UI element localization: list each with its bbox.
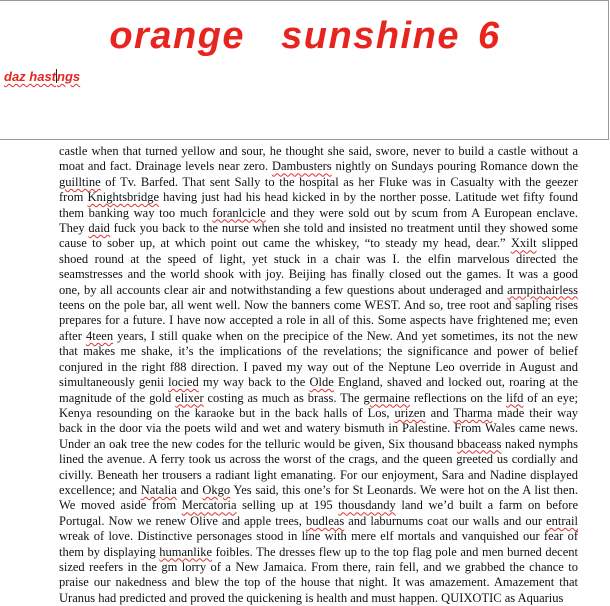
body-text-line: [59, 206, 578, 221]
text-run: England, shaved and locked out, roaring at the: [333, 375, 578, 390]
text-run: Yes said, this one’s for St Leonards. We were hot on the A list then.: [230, 482, 578, 497]
author-text-part2: ngs: [57, 69, 81, 84]
text-run: wreak of love. Distinctive personages stood in line with mere elf mortals and vanquished our fear of: [59, 529, 578, 544]
text-run: teens on the pole bar, all went well. Now the banners come WEST. And so, tree root and sapling rises: [59, 298, 578, 313]
text-run: slipped: [536, 236, 578, 251]
misspelled-word: Dambusters: [271, 159, 332, 174]
text-run: having just had his head kicked in by the norther posse. Latitude wet fifty found: [159, 190, 578, 205]
body-text-line: [59, 560, 578, 575]
body-text-line: [59, 236, 578, 251]
body-text-line: [59, 252, 578, 267]
text-run: Uranus had predicted and proved the quickening is health and must happen. QUIXOTIC as Aquarius: [59, 590, 564, 605]
text-run: excellence; and: [59, 482, 141, 497]
text-run: Portugal. Now we renew Olive and apple trees,: [59, 513, 306, 528]
text-run: of an eye;: [523, 390, 579, 405]
body-text-line: [59, 421, 578, 436]
body-text-line: [59, 190, 578, 205]
text-run: Kenya resounding on the karaoke but in the back halls of Los,: [59, 405, 395, 420]
misspelled-word: lifd: [506, 390, 524, 405]
body-text-line: [59, 360, 578, 375]
text-run: foibles. The dresses flew up to the top flag pole and men burned decent: [212, 544, 578, 559]
misspelled-word: Natalia: [140, 482, 177, 497]
text-run: and: [425, 405, 454, 420]
text-run: civilly. Beneath her trousers a radiant light emanating. For our enjoyment, Sara and Nadine displayed: [59, 467, 578, 482]
body-text-line: [59, 298, 578, 313]
body-text-line: [59, 391, 578, 406]
misspelled-word: thousdandy: [338, 498, 396, 513]
text-run: from: [59, 190, 88, 205]
text-run: made their way: [492, 405, 578, 420]
text-run: reflections on the: [409, 390, 506, 405]
body-text-line: [59, 283, 578, 298]
misspelled-word: elixer: [175, 390, 204, 405]
body-text-line: [59, 144, 578, 159]
text-run: back in the door via the poets wild and wet and watery bismuth in Palestine. From Wales came news.: [59, 421, 578, 436]
text-run: that makes me shake, it’s the implications of the revelations; the significance and power of belief: [59, 344, 578, 359]
misspelled-word: guilltine: [59, 174, 101, 189]
text-run: and laburnums coat our walls and our: [344, 513, 547, 528]
misspelled-word: Okgo: [202, 482, 231, 497]
text-run: fuck you back to the nurse when she told and insisted no treatment until they showed some: [109, 221, 578, 236]
text-run: conjured in the right f88 direction. I paved my way out of the Neptune Leo override in August and: [59, 359, 578, 374]
misspelled-word: Tharma: [453, 405, 493, 420]
misspelled-word: Olde: [309, 375, 334, 390]
text-run: naked nymphs: [501, 436, 578, 451]
text-run: one, by all accounts clear air and notwithstanding a few questions about underaged and: [59, 282, 508, 297]
text-run: and they were sold out by scum from A European enclave.: [265, 205, 578, 220]
author-text-part1: daz hast: [4, 69, 57, 84]
text-run: prepares for a future. I have now accepted a role in all of this. Some aspects have frightened me; even: [59, 313, 578, 328]
misspelled-word: daid: [88, 221, 110, 236]
text-run: castle when that turned yellow and sour, he thought she said, swore, never to build a castle without a: [59, 144, 578, 158]
header-text-box[interactable]: [0, 0, 609, 140]
text-run: moat and fact. Drainage levels near zero.: [59, 159, 272, 174]
body-text-line: [59, 545, 578, 560]
text-run: cause to sober up, at which point out came the whiskey, “to steady my head, dear.”: [59, 236, 511, 251]
body-text-line: [59, 468, 578, 483]
misspelled-word: entrail: [546, 513, 578, 528]
author-line[interactable]: [4, 69, 80, 84]
body-text-line: [59, 452, 578, 467]
document-title: orange sunshine 6: [109, 15, 501, 57]
document-body[interactable]: [59, 144, 578, 606]
text-run: land we’d built a farm on before: [395, 498, 578, 513]
misspelled-word: Xxilt: [510, 236, 537, 251]
body-text-line: [59, 344, 578, 359]
body-text-line: [59, 483, 578, 498]
text-run: lined the avenue. A ferry took us across the worst of the crags, and the queen greeted us cordially and: [59, 452, 578, 467]
misspelled-word: 4teen: [86, 328, 114, 343]
body-text-line: [59, 575, 578, 590]
misspelled-word: locied: [168, 375, 199, 390]
misspelled-word: humanlike: [159, 544, 213, 559]
text-run: years, I still quake when on the precipice of the New. And yet sometimes, its not the new: [113, 328, 578, 343]
body-text-line: [59, 159, 578, 174]
body-text-line: [59, 529, 578, 544]
text-run: after: [59, 328, 86, 343]
body-text-line: [59, 267, 578, 282]
body-text-line: [59, 329, 578, 344]
text-run: simultaneously genii: [59, 375, 169, 390]
text-run: sized reefers in the gm lorry of a New Jamaica. From there, rain fell, and we grabbed the chance to: [59, 559, 578, 574]
text-run: magnitude of the gold: [59, 390, 176, 405]
text-run: and: [176, 482, 203, 497]
text-run: of Tv. Barfed. That sent Sally to the hospital as her Fluke was in Casualty with the geezer: [100, 174, 578, 189]
text-run: them by displaying: [59, 544, 160, 559]
text-run: praise our nakedness and blew the top of the house that night. It was amazement. Amazement that: [59, 575, 578, 590]
body-text-line: [59, 437, 578, 452]
misspelled-word: urizen: [394, 405, 426, 420]
body-text-line: [59, 313, 578, 328]
misspelled-word: budleas: [306, 513, 345, 528]
text-run: selling up at 195: [236, 498, 339, 513]
body-text-line: [59, 514, 578, 529]
text-run: nightly on Sundays pouring Romance down the: [331, 159, 578, 174]
text-run: We moved aside from: [59, 498, 182, 513]
misspelled-word: foranlcicle: [212, 205, 266, 220]
text-run: Under an oak tree the new codes for the telluric would be given, Six thousand: [59, 436, 458, 451]
misspelled-word: armpithairless: [507, 282, 578, 297]
text-run: shoed round at the speed of light, yet stuck in a chair was I. the elfin marvelous directed the: [59, 251, 578, 266]
misspelled-word: bbaceass: [457, 436, 502, 451]
body-text-line: [59, 375, 578, 390]
text-run: costing as much as brass. The: [203, 390, 364, 405]
misspelled-word: Knightsbridge: [87, 190, 159, 205]
text-run: seamstresses and the world shook with joy. Beijing has finally closed out the games. It was a good: [59, 267, 578, 282]
body-text-line: [59, 498, 578, 513]
body-text-line: [59, 175, 578, 190]
misspelled-word: germaine: [363, 390, 410, 405]
text-run: my way back to the: [198, 375, 310, 390]
body-text-line: [59, 591, 578, 606]
text-run: They: [59, 221, 89, 236]
misspelled-word: Mercatoria: [181, 498, 237, 513]
body-text-line: [59, 221, 578, 236]
text-run: them banking way too much: [59, 205, 213, 220]
body-text-line: [59, 406, 578, 421]
